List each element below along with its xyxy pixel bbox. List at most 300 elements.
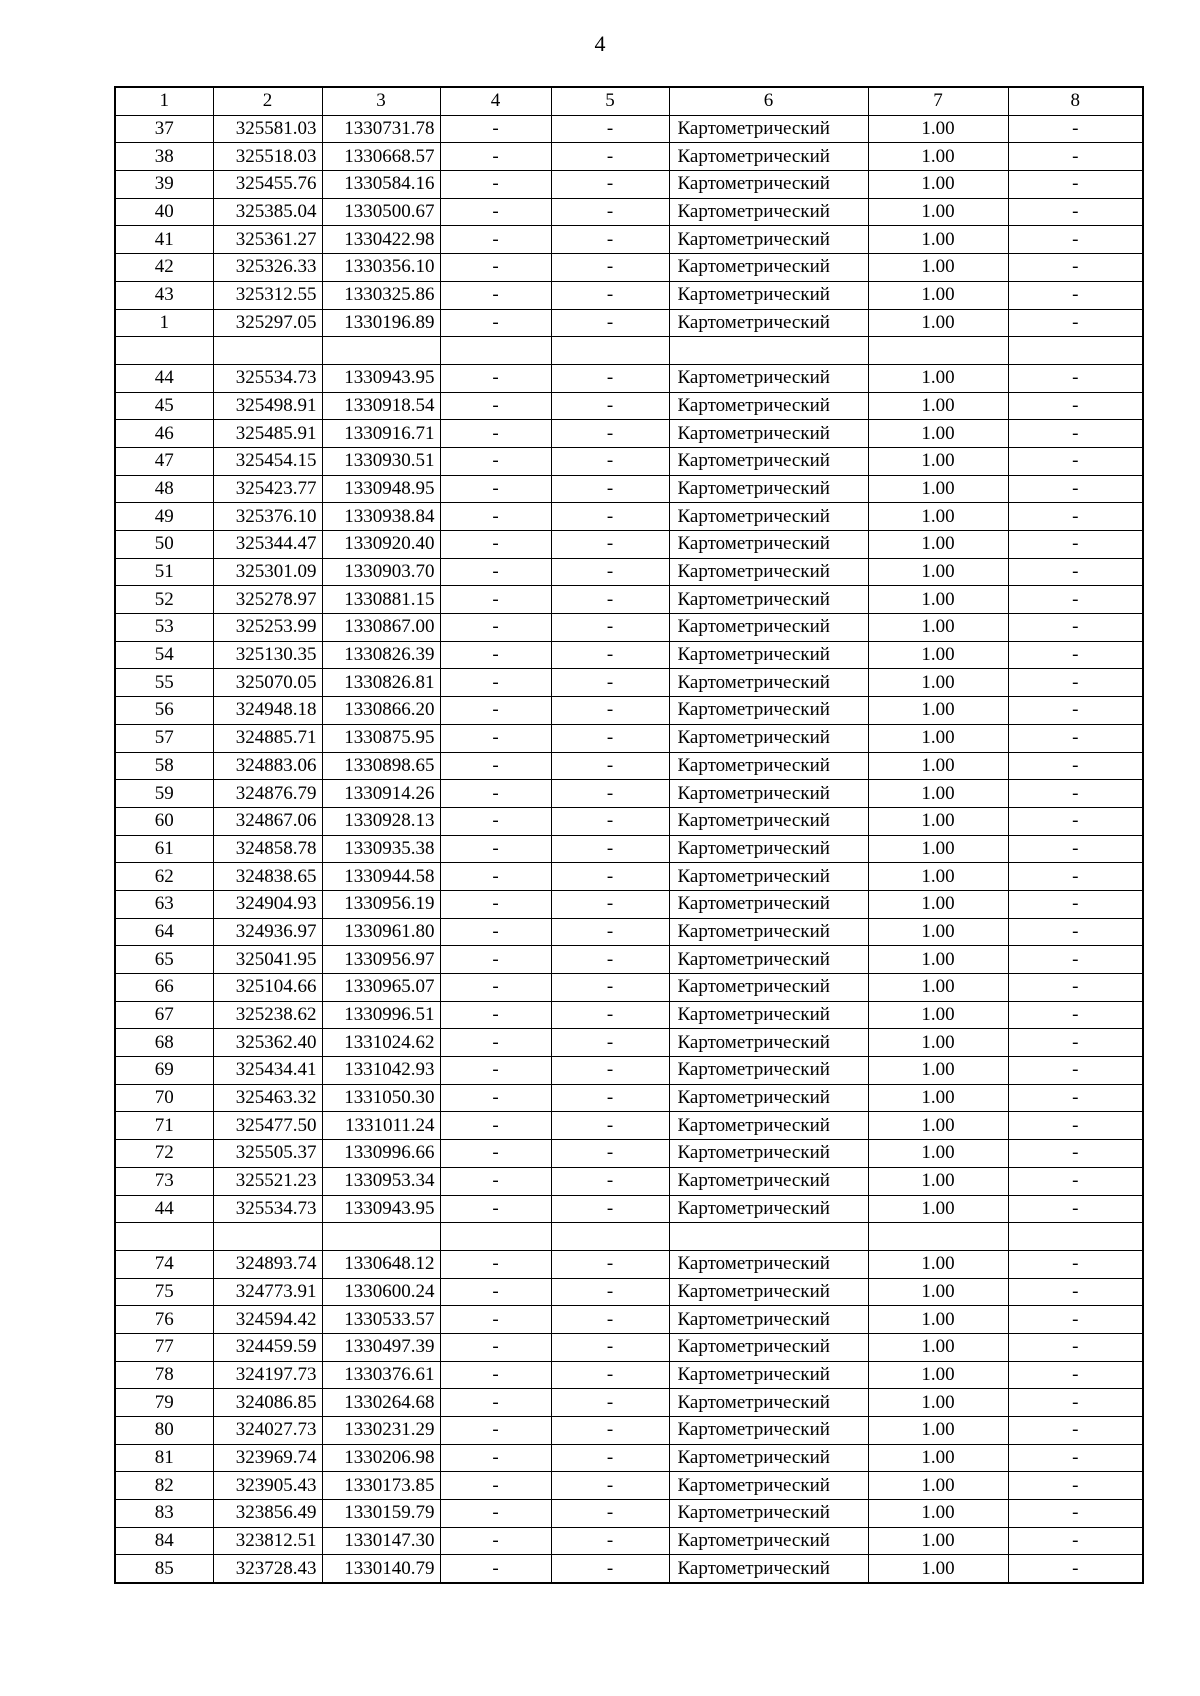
table-row <box>115 807 1143 835</box>
table-row <box>115 974 1143 1002</box>
cell-column-5: - <box>551 724 669 752</box>
cell-method: Картометрический <box>669 614 868 642</box>
table-row <box>115 447 1143 475</box>
cell-accuracy: 1.00 <box>868 1472 1008 1500</box>
cell-x-coordinate: 325312.55 <box>213 281 322 309</box>
cell-y-coordinate: 1330173.85 <box>322 1472 440 1500</box>
cell-point-number: 75 <box>115 1278 213 1306</box>
cell-x-coordinate <box>213 1223 322 1251</box>
cell-point-number: 79 <box>115 1389 213 1417</box>
cell-column-8: - <box>1008 143 1143 171</box>
cell-y-coordinate: 1330140.79 <box>322 1555 440 1583</box>
cell-point-number: 66 <box>115 974 213 1002</box>
table-row <box>115 724 1143 752</box>
cell-column-5: - <box>551 503 669 531</box>
cell-column-8: - <box>1008 946 1143 974</box>
cell-point-number: 54 <box>115 641 213 669</box>
cell-accuracy: 1.00 <box>868 1084 1008 1112</box>
cell-column-5: - <box>551 1167 669 1195</box>
cell-method: Картометрический <box>669 1361 868 1389</box>
cell-column-5: - <box>551 752 669 780</box>
cell-x-coordinate: 324885.71 <box>213 724 322 752</box>
cell-y-coordinate: 1330600.24 <box>322 1278 440 1306</box>
cell-column-4: - <box>440 364 551 392</box>
cell-column-5 <box>551 337 669 365</box>
cell-method: Картометрический <box>669 974 868 1002</box>
cell-column-4: - <box>440 1444 551 1472</box>
cell-x-coordinate: 324459.59 <box>213 1333 322 1361</box>
cell-y-coordinate <box>322 337 440 365</box>
cell-y-coordinate: 1330916.71 <box>322 420 440 448</box>
cell-point-number: 48 <box>115 475 213 503</box>
table-row <box>115 918 1143 946</box>
table-row <box>115 531 1143 559</box>
cell-column-8: - <box>1008 1195 1143 1223</box>
cell-accuracy: 1.00 <box>868 835 1008 863</box>
cell-point-number: 44 <box>115 364 213 392</box>
table-row <box>115 226 1143 254</box>
cell-method: Картометрический <box>669 143 868 171</box>
cell-column-5: - <box>551 475 669 503</box>
cell-column-5: - <box>551 1527 669 1555</box>
cell-y-coordinate: 1330930.51 <box>322 447 440 475</box>
cell-column-5 <box>551 1223 669 1251</box>
cell-column-8: - <box>1008 503 1143 531</box>
cell-x-coordinate: 324876.79 <box>213 780 322 808</box>
cell-y-coordinate: 1330648.12 <box>322 1250 440 1278</box>
table-row <box>115 1250 1143 1278</box>
cell-point-number: 37 <box>115 115 213 143</box>
cell-y-coordinate: 1330898.65 <box>322 752 440 780</box>
cell-x-coordinate: 324936.97 <box>213 918 322 946</box>
cell-x-coordinate: 323728.43 <box>213 1555 322 1583</box>
cell-point-number: 49 <box>115 503 213 531</box>
cell-y-coordinate: 1330147.30 <box>322 1527 440 1555</box>
cell-x-coordinate: 323969.74 <box>213 1444 322 1472</box>
cell-y-coordinate: 1331050.30 <box>322 1084 440 1112</box>
table-row <box>115 835 1143 863</box>
cell-column-4: - <box>440 807 551 835</box>
cell-x-coordinate: 325362.40 <box>213 1029 322 1057</box>
cell-method <box>669 1223 868 1251</box>
cell-accuracy: 1.00 <box>868 1389 1008 1417</box>
cell-accuracy: 1.00 <box>868 586 1008 614</box>
cell-accuracy: 1.00 <box>868 890 1008 918</box>
cell-column-8: - <box>1008 863 1143 891</box>
cell-column-4: - <box>440 669 551 697</box>
cell-accuracy: 1.00 <box>868 309 1008 337</box>
cell-column-4: - <box>440 392 551 420</box>
cell-method: Картометрический <box>669 364 868 392</box>
column-header-5: 5 <box>551 87 669 115</box>
cell-column-8: - <box>1008 752 1143 780</box>
cell-column-4 <box>440 1223 551 1251</box>
cell-x-coordinate: 324867.06 <box>213 807 322 835</box>
cell-y-coordinate: 1330914.26 <box>322 780 440 808</box>
cell-y-coordinate: 1331011.24 <box>322 1112 440 1140</box>
cell-method: Картометрический <box>669 1333 868 1361</box>
cell-x-coordinate: 325434.41 <box>213 1057 322 1085</box>
cell-column-5: - <box>551 420 669 448</box>
cell-column-8: - <box>1008 309 1143 337</box>
cell-accuracy <box>868 1223 1008 1251</box>
table-row <box>115 641 1143 669</box>
cell-point-number: 40 <box>115 198 213 226</box>
cell-x-coordinate: 325253.99 <box>213 614 322 642</box>
cell-y-coordinate: 1330231.29 <box>322 1417 440 1445</box>
cell-column-5: - <box>551 1112 669 1140</box>
cell-column-5: - <box>551 1195 669 1223</box>
cell-point-number <box>115 1223 213 1251</box>
cell-column-4: - <box>440 503 551 531</box>
cell-method: Картометрический <box>669 1112 868 1140</box>
cell-column-4: - <box>440 1278 551 1306</box>
cell-method: Картометрический <box>669 1472 868 1500</box>
cell-column-4: - <box>440 1333 551 1361</box>
cell-x-coordinate: 325070.05 <box>213 669 322 697</box>
cell-accuracy: 1.00 <box>868 1333 1008 1361</box>
cell-point-number: 73 <box>115 1167 213 1195</box>
table-row <box>115 669 1143 697</box>
cell-y-coordinate: 1330826.81 <box>322 669 440 697</box>
cell-x-coordinate: 325463.32 <box>213 1084 322 1112</box>
cell-column-8: - <box>1008 1278 1143 1306</box>
cell-column-4: - <box>440 835 551 863</box>
cell-point-number: 41 <box>115 226 213 254</box>
table-row <box>115 1001 1143 1029</box>
cell-column-8 <box>1008 1223 1143 1251</box>
cell-y-coordinate: 1330944.58 <box>322 863 440 891</box>
cell-column-5: - <box>551 281 669 309</box>
cell-column-8: - <box>1008 974 1143 1002</box>
table-row <box>115 1112 1143 1140</box>
cell-column-8: - <box>1008 780 1143 808</box>
cell-column-8: - <box>1008 724 1143 752</box>
cell-column-5: - <box>551 254 669 282</box>
cell-column-8: - <box>1008 1527 1143 1555</box>
cell-point-number: 39 <box>115 171 213 199</box>
table-row <box>115 115 1143 143</box>
cell-accuracy: 1.00 <box>868 918 1008 946</box>
cell-point-number: 51 <box>115 558 213 586</box>
cell-column-5: - <box>551 1472 669 1500</box>
cell-point-number: 62 <box>115 863 213 891</box>
cell-method: Картометрический <box>669 281 868 309</box>
cell-column-5: - <box>551 1306 669 1334</box>
cell-column-4: - <box>440 143 551 171</box>
cell-accuracy: 1.00 <box>868 281 1008 309</box>
cell-accuracy: 1.00 <box>868 1444 1008 1472</box>
cell-column-4: - <box>440 309 551 337</box>
cell-method: Картометрический <box>669 780 868 808</box>
cell-method: Картометрический <box>669 1195 868 1223</box>
cell-column-5: - <box>551 143 669 171</box>
cell-accuracy: 1.00 <box>868 1001 1008 1029</box>
table-row <box>115 890 1143 918</box>
cell-x-coordinate: 325518.03 <box>213 143 322 171</box>
cell-column-8: - <box>1008 1472 1143 1500</box>
table-row <box>115 1555 1143 1583</box>
cell-x-coordinate: 325361.27 <box>213 226 322 254</box>
cell-x-coordinate: 324594.42 <box>213 1306 322 1334</box>
cell-method: Картометрический <box>669 254 868 282</box>
cell-column-5: - <box>551 1333 669 1361</box>
table-row <box>115 614 1143 642</box>
cell-column-8: - <box>1008 807 1143 835</box>
table-row <box>115 309 1143 337</box>
cell-point-number: 59 <box>115 780 213 808</box>
cell-column-4: - <box>440 1555 551 1583</box>
cell-point-number: 69 <box>115 1057 213 1085</box>
page-number: 4 <box>594 31 606 56</box>
table-row <box>115 475 1143 503</box>
cell-method: Картометрический <box>669 807 868 835</box>
cell-method: Картометрический <box>669 1417 868 1445</box>
cell-y-coordinate: 1330356.10 <box>322 254 440 282</box>
cell-column-5: - <box>551 918 669 946</box>
table-row <box>115 1167 1143 1195</box>
cell-method: Картометрический <box>669 724 868 752</box>
cell-column-4: - <box>440 281 551 309</box>
cell-point-number: 77 <box>115 1333 213 1361</box>
cell-column-8: - <box>1008 1001 1143 1029</box>
table-row <box>115 1444 1143 1472</box>
cell-column-5: - <box>551 364 669 392</box>
cell-accuracy: 1.00 <box>868 641 1008 669</box>
cell-column-8: - <box>1008 835 1143 863</box>
cell-column-4: - <box>440 1500 551 1528</box>
cell-column-4: - <box>440 918 551 946</box>
cell-point-number: 53 <box>115 614 213 642</box>
cell-point-number: 60 <box>115 807 213 835</box>
cell-column-8: - <box>1008 392 1143 420</box>
cell-method: Картометрический <box>669 890 868 918</box>
cell-x-coordinate: 325297.05 <box>213 309 322 337</box>
cell-column-5: - <box>551 974 669 1002</box>
cell-method: Картометрический <box>669 641 868 669</box>
cell-column-8: - <box>1008 364 1143 392</box>
cell-column-4: - <box>440 171 551 199</box>
cell-accuracy: 1.00 <box>868 1057 1008 1085</box>
cell-x-coordinate: 325326.33 <box>213 254 322 282</box>
cell-method: Картометрический <box>669 198 868 226</box>
cell-y-coordinate: 1331024.62 <box>322 1029 440 1057</box>
cell-column-5: - <box>551 226 669 254</box>
table-row <box>115 1333 1143 1361</box>
cell-accuracy: 1.00 <box>868 1278 1008 1306</box>
cell-point-number: 72 <box>115 1140 213 1168</box>
table-row <box>115 558 1143 586</box>
table-row <box>115 198 1143 226</box>
cell-point-number: 43 <box>115 281 213 309</box>
cell-column-5: - <box>551 946 669 974</box>
column-header-4: 4 <box>440 87 551 115</box>
cell-method: Картометрический <box>669 420 868 448</box>
cell-accuracy: 1.00 <box>868 1306 1008 1334</box>
cell-column-5: - <box>551 531 669 559</box>
column-header-2: 2 <box>213 87 322 115</box>
cell-method: Картометрический <box>669 392 868 420</box>
cell-point-number: 47 <box>115 447 213 475</box>
table-row <box>115 143 1143 171</box>
cell-x-coordinate: 324893.74 <box>213 1250 322 1278</box>
column-header-7: 7 <box>868 87 1008 115</box>
cell-y-coordinate: 1330159.79 <box>322 1500 440 1528</box>
table-row <box>115 946 1143 974</box>
cell-column-4: - <box>440 1057 551 1085</box>
cell-column-8 <box>1008 337 1143 365</box>
cell-column-5: - <box>551 171 669 199</box>
cell-accuracy: 1.00 <box>868 475 1008 503</box>
table-body <box>115 115 1143 1583</box>
cell-y-coordinate: 1330206.98 <box>322 1444 440 1472</box>
cell-point-number: 65 <box>115 946 213 974</box>
cell-method: Картометрический <box>669 1084 868 1112</box>
cell-column-8: - <box>1008 890 1143 918</box>
cell-column-4: - <box>440 1361 551 1389</box>
table-row <box>115 863 1143 891</box>
cell-column-5: - <box>551 835 669 863</box>
cell-method: Картометрический <box>669 863 868 891</box>
cell-y-coordinate: 1330584.16 <box>322 171 440 199</box>
cell-y-coordinate: 1330938.84 <box>322 503 440 531</box>
cell-method: Картометрический <box>669 1278 868 1306</box>
cell-point-number: 78 <box>115 1361 213 1389</box>
table-row <box>115 1527 1143 1555</box>
cell-accuracy: 1.00 <box>868 1140 1008 1168</box>
cell-column-8: - <box>1008 1057 1143 1085</box>
cell-column-4: - <box>440 115 551 143</box>
cell-y-coordinate: 1330264.68 <box>322 1389 440 1417</box>
cell-x-coordinate: 325455.76 <box>213 171 322 199</box>
cell-accuracy: 1.00 <box>868 697 1008 725</box>
table-row <box>115 254 1143 282</box>
cell-x-coordinate: 325498.91 <box>213 392 322 420</box>
cell-x-coordinate: 324197.73 <box>213 1361 322 1389</box>
cell-column-4: - <box>440 1001 551 1029</box>
cell-point-number: 57 <box>115 724 213 752</box>
table-row <box>115 1195 1143 1223</box>
cell-column-8: - <box>1008 115 1143 143</box>
cell-column-8: - <box>1008 558 1143 586</box>
cell-method: Картометрический <box>669 1250 868 1278</box>
cell-method: Картометрический <box>669 558 868 586</box>
cell-method: Картометрический <box>669 115 868 143</box>
cell-method: Картометрический <box>669 946 868 974</box>
cell-y-coordinate: 1330935.38 <box>322 835 440 863</box>
cell-column-4: - <box>440 447 551 475</box>
table-row <box>115 780 1143 808</box>
cell-point-number: 38 <box>115 143 213 171</box>
cell-column-4: - <box>440 198 551 226</box>
cell-column-5: - <box>551 1500 669 1528</box>
table-row <box>115 1057 1143 1085</box>
cell-method: Картометрический <box>669 226 868 254</box>
cell-point-number: 84 <box>115 1527 213 1555</box>
cell-column-8: - <box>1008 1361 1143 1389</box>
cell-column-8: - <box>1008 1500 1143 1528</box>
cell-column-4: - <box>440 890 551 918</box>
cell-column-4: - <box>440 1527 551 1555</box>
cell-accuracy: 1.00 <box>868 115 1008 143</box>
cell-accuracy: 1.00 <box>868 614 1008 642</box>
cell-column-4: - <box>440 974 551 1002</box>
cell-column-4: - <box>440 558 551 586</box>
cell-column-8: - <box>1008 1140 1143 1168</box>
cell-accuracy: 1.00 <box>868 1417 1008 1445</box>
cell-y-coordinate: 1330376.61 <box>322 1361 440 1389</box>
cell-y-coordinate: 1330996.66 <box>322 1140 440 1168</box>
cell-point-number: 58 <box>115 752 213 780</box>
cell-x-coordinate: 325130.35 <box>213 641 322 669</box>
cell-x-coordinate: 324858.78 <box>213 835 322 863</box>
cell-y-coordinate: 1330826.39 <box>322 641 440 669</box>
cell-y-coordinate: 1330875.95 <box>322 724 440 752</box>
cell-method: Картометрический <box>669 1057 868 1085</box>
cell-column-5: - <box>551 1140 669 1168</box>
cell-column-4: - <box>440 863 551 891</box>
cell-column-4: - <box>440 254 551 282</box>
cell-accuracy: 1.00 <box>868 669 1008 697</box>
table-header-row <box>115 87 1143 115</box>
cell-x-coordinate: 324086.85 <box>213 1389 322 1417</box>
cell-x-coordinate: 325344.47 <box>213 531 322 559</box>
cell-point-number: 61 <box>115 835 213 863</box>
cell-column-5: - <box>551 198 669 226</box>
cell-point-number: 85 <box>115 1555 213 1583</box>
table-row <box>115 1029 1143 1057</box>
cell-x-coordinate: 325505.37 <box>213 1140 322 1168</box>
cell-column-8: - <box>1008 1389 1143 1417</box>
coordinates-table <box>114 86 1144 1584</box>
cell-column-5: - <box>551 1001 669 1029</box>
cell-column-8: - <box>1008 697 1143 725</box>
cell-accuracy: 1.00 <box>868 143 1008 171</box>
cell-method: Картометрический <box>669 697 868 725</box>
cell-accuracy: 1.00 <box>868 558 1008 586</box>
cell-accuracy: 1.00 <box>868 226 1008 254</box>
table-row <box>115 420 1143 448</box>
cell-x-coordinate: 325581.03 <box>213 115 322 143</box>
cell-accuracy: 1.00 <box>868 198 1008 226</box>
cell-column-5: - <box>551 1389 669 1417</box>
cell-point-number: 74 <box>115 1250 213 1278</box>
cell-accuracy: 1.00 <box>868 780 1008 808</box>
cell-column-4 <box>440 337 551 365</box>
cell-accuracy <box>868 337 1008 365</box>
cell-point-number: 67 <box>115 1001 213 1029</box>
cell-y-coordinate: 1330422.98 <box>322 226 440 254</box>
table-row <box>115 337 1143 365</box>
cell-column-8: - <box>1008 614 1143 642</box>
cell-column-5: - <box>551 558 669 586</box>
cell-column-4: - <box>440 531 551 559</box>
cell-point-number: 44 <box>115 1195 213 1223</box>
cell-x-coordinate: 325238.62 <box>213 1001 322 1029</box>
cell-column-5: - <box>551 447 669 475</box>
cell-method: Картометрический <box>669 586 868 614</box>
cell-accuracy: 1.00 <box>868 503 1008 531</box>
cell-x-coordinate: 325485.91 <box>213 420 322 448</box>
cell-method: Картометрический <box>669 1001 868 1029</box>
cell-accuracy: 1.00 <box>868 1029 1008 1057</box>
cell-method: Картометрический <box>669 309 868 337</box>
cell-method: Картометрический <box>669 1500 868 1528</box>
cell-point-number: 46 <box>115 420 213 448</box>
cell-accuracy: 1.00 <box>868 171 1008 199</box>
cell-accuracy: 1.00 <box>868 254 1008 282</box>
cell-point-number: 68 <box>115 1029 213 1057</box>
